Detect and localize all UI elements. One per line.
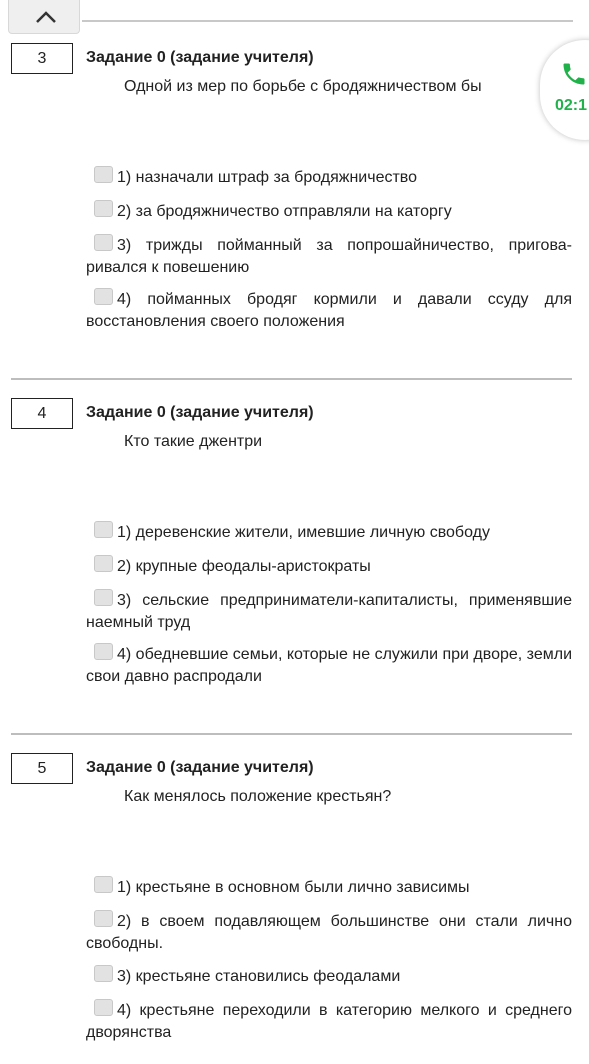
checkbox[interactable] — [94, 999, 113, 1016]
option-label: 4) крестьяне переходили в категорию мелкого и среднего дворянства — [86, 1002, 572, 1041]
task-question: Кто такие джентри — [124, 433, 263, 450]
option-label: 1) назначали штраф за бродяжничество — [117, 169, 418, 186]
call-widget[interactable] — [540, 40, 589, 140]
collapse-button[interactable] — [8, 0, 80, 34]
option-3[interactable] — [86, 589, 572, 634]
checkbox[interactable] — [94, 589, 113, 606]
option-label: 3) крестьяне становились феодалами — [117, 968, 401, 985]
option-3[interactable] — [86, 234, 572, 279]
option-label: 3) трижды пойманный за попрошайничество, приговаривался к повешению — [86, 237, 572, 276]
option-1[interactable] — [86, 876, 572, 899]
task-header: Задание 0 (задание учителя) — [86, 49, 314, 66]
checkbox[interactable] — [94, 876, 113, 893]
task-header: Задание 0 (задание учителя) — [86, 404, 314, 421]
checkbox[interactable] — [94, 166, 113, 183]
option-3[interactable] — [86, 965, 572, 988]
task-divider — [11, 733, 572, 735]
call-timer: 02:1 — [555, 97, 588, 114]
option-label: 1) крестьяне в основном были лично зависимы — [117, 879, 470, 896]
top-divider — [82, 20, 573, 22]
task-number: 3 — [11, 43, 73, 74]
checkbox[interactable] — [94, 521, 113, 538]
task-question: Как менялось положение крестьян? — [124, 788, 392, 805]
checkbox[interactable] — [94, 234, 113, 251]
option-label: 2) в своем подавляющем большинстве они стали лично свободны. — [86, 913, 572, 952]
option-label: 1) деревенские жители, имевшие личную свободу — [117, 524, 490, 541]
option-1[interactable] — [86, 521, 572, 544]
task-divider — [11, 378, 572, 380]
checkbox[interactable] — [94, 910, 113, 927]
option-1[interactable] — [86, 166, 572, 189]
task-number: 4 — [11, 398, 73, 429]
task-number: 5 — [11, 753, 73, 784]
checkbox[interactable] — [94, 965, 113, 982]
option-label: 2) крупные феодалы-аристократы — [117, 558, 371, 575]
option-2[interactable] — [86, 555, 572, 578]
option-2[interactable] — [86, 200, 572, 223]
option-label: 4) пойманных бродяг кормили и давали ссуду для восстановления своего положения — [86, 291, 572, 330]
task-header: Задание 0 (задание учителя) — [86, 759, 314, 776]
checkbox[interactable] — [94, 288, 113, 305]
option-4[interactable] — [86, 999, 572, 1044]
option-label: 2) за бродяжничество отправляли на каторгу — [117, 203, 452, 220]
checkbox[interactable] — [94, 200, 113, 217]
option-2[interactable] — [86, 910, 572, 955]
option-4[interactable] — [86, 643, 572, 688]
option-label: 4) обедневшие семьи, которые не служили при дворе, земли свои давно распродали — [86, 646, 572, 685]
chevron-up-icon — [35, 10, 57, 24]
phone-icon — [560, 60, 588, 88]
option-label: 3) сельские предприниматели-капиталисты, применявшие наемный труд — [86, 592, 572, 631]
task-question: Одной из мер по борьбе с бродяжничеством бы — [124, 78, 482, 95]
checkbox[interactable] — [94, 643, 113, 660]
option-4[interactable] — [86, 288, 572, 333]
checkbox[interactable] — [94, 555, 113, 572]
